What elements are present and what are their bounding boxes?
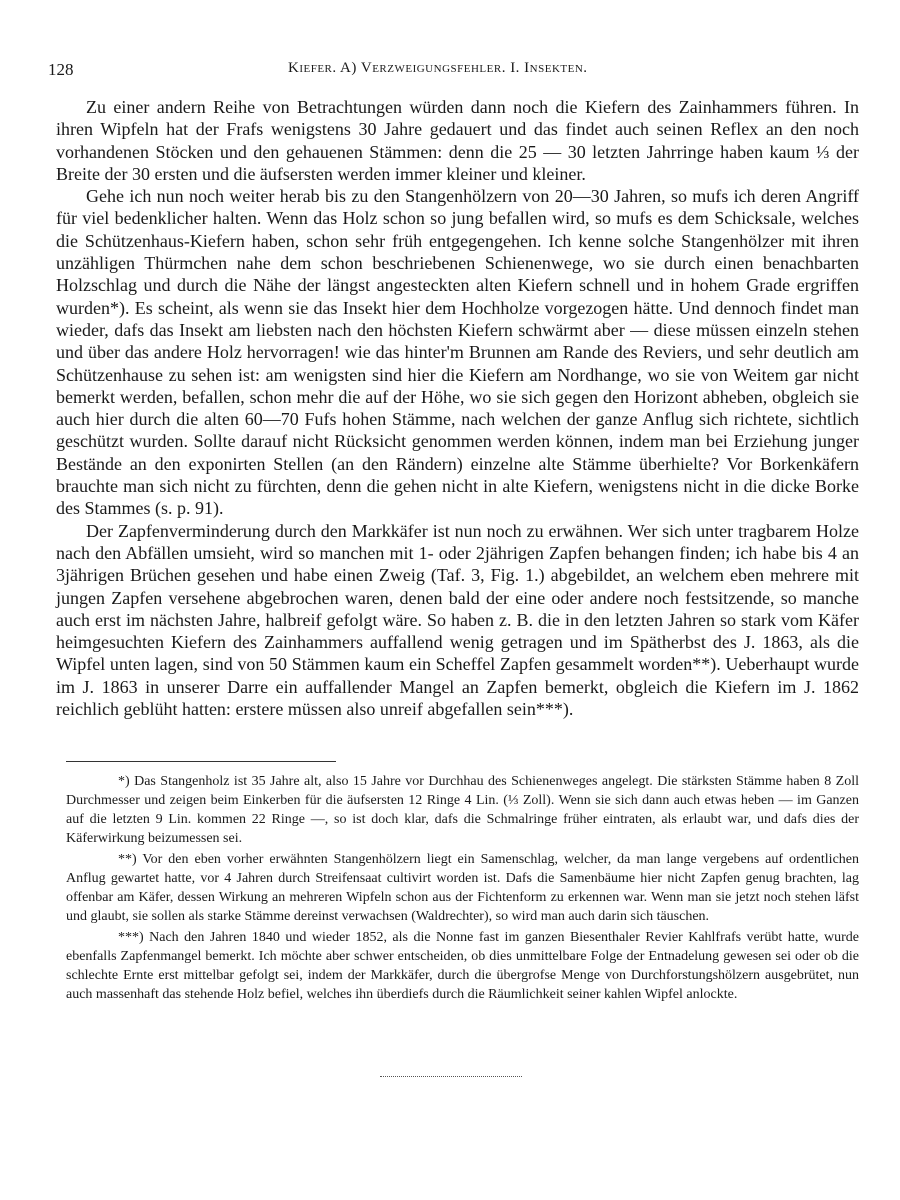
main-text: [56, 96, 859, 720]
footnote-1: *) Das Stangenholz ist 35 Jahre alt, also 15 Jahre vor Durchhau des Schienenweges angelegt. Die stärksten Stämme haben 8 Zoll Durchmesser und zeigen beim Einkerben für die äufsersten 12 Ringe 4 Lin. (⅓ Zoll). Wenn sie sich dann auch etwas heben — im Ganzen auf die letzten 9 Lin. kommen 22 Ringe —, so ist doch klar, dafs die Schmalringe früher eintraten, als erlaubt war, und dafs dies der Käferwirkung beizumessen sei.: [66, 774, 859, 846]
end-ornament-rule: [380, 1076, 522, 1077]
page-header: [48, 60, 858, 86]
footnotes: [66, 772, 859, 1006]
page-number: 128: [48, 60, 74, 79]
footnote-divider: [66, 761, 336, 762]
body-paragraph-2: Gehe ich nun noch weiter herab bis zu den Stangenhölzern von 20—30 Jahren, so mufs ich deren Angriff für viel bedenklicher halten. Wenn das Holz schon so jung befallen wird, so mufs es dem Schicksale, welches die Schützenhaus-Kiefern haben, schon sehr früh entgegengehen. Ich kenne solche Stangenhölzer mit ihren unzähligen Thürmchen nahe dem schon beschriebenen Schienenwege, wo sie durch einen benachbarten Holzschlag und durch die Nähe der längst angesteckten alten Kiefern schnell und in hohem Grade ergriffen wurden*). Es scheint, als wenn sie das Insekt hier dem Hochholze vorgezogen hätte. Und dennoch findet man wieder, dafs das Insekt am liebsten nach den höchsten Kiefern schwärmt aber — diese müssen einzeln stehen und über das andere Holz hervorragen! wie das hinter'm Brunnen am Rande des Reviers, und sehr deutlich am Schützenhause zu sehen ist: am wenigsten sind hier die Kiefern am Nordhange, wo sie von Weitem gar nicht bemerkt werden, befallen, schon mehr die auf der Höhe, wo sie sich gegen den Horizont abheben, obgleich sie auch hier durch die alten 60—70 Fufs hohen Stämme, nach welchen der ganze Anflug sich richtete, sichtlich geschützt wurden. Sollte darauf nicht Rücksicht genommen werden können, indem man bei Erziehung junger Bestände an den exponirten Stellen (an den Rändern) einzelne alte Stämme überhielte? Vor Borkenkäfern brauchte man sich nicht zu fürchten, denn die gehen nicht in alte Kiefern, wenigstens nicht in die dicke Borke des Stammes (s. p. 91).: [56, 186, 859, 519]
running-head: Kiefer. A) Verzweigungsfehler. I. Insekten.: [288, 60, 588, 76]
body-paragraph-3: Der Zapfenverminderung durch den Markkäfer ist nun noch zu erwähnen. Wer sich unter tragbarem Holze nach den Abfällen umsieht, wird so manchen mit 1- oder 2jährigen Zapfen behangen finden; ich habe bis 4 an 3jährigen Brüchen gesehen und habe einen Zweig (Taf. 3, Fig. 1.) abgebildet, an welchem eben mehrere mit jungen Zapfen versehene abgebrochen waren, denen bald der eine oder andere noch festsitzende, so manche auch erst im nächsten Jahre, halbreif gefolgt wäre. So haben z. B. die in den letzten Jahren so stark vom Käfer heimgesuchten Kiefern des Zainhammers auffallend wenig getragen und im Spätherbst des J. 1863, als die Wipfel unten lagen, sind von 50 Stämmen kaum ein Scheffel Zapfen gesammelt worden**). Ueberhaupt wurde im J. 1863 in unserer Darre ein auffallender Mangel an Zapfen bemerkt, obgleich die Kiefern im J. 1862 reichlich geblüht hatten: erstere müssen also unreif abgefallen sein***).: [56, 520, 859, 720]
footnote-2: **) Vor den eben vorher erwähnten Stangenhölzern liegt ein Samenschlag, welcher, da man lange vergebens auf ordentlichen Anflug gewartet hatte, vor 4 Jahren durch Streifensaat cultivirt worden ist. Dafs die Samenbäume hier nicht Zapfen genug brachten, lag offenbar am Käfer, dessen Wirkung an mehreren Wipfeln schon aus der Fichtenform zu erkennen war. Wenn man sie jetzt noch stehen läfst und glaubt, sie sollen als starke Stämme dereinst verwachsen (Waldrechter), so wird man auch darin sich täuschen.: [66, 852, 859, 924]
body-paragraph-1: Zu einer andern Reihe von Betrachtungen würden dann noch die Kiefern des Zainhammers führen. In ihren Wipfeln hat der Frafs wenigstens 30 Jahre gedauert und das findet auch seinen Reflex an den noch vorhandenen Stöcken und den gehauenen Stämmen: denn die 25 — 30 letzten Jahrringe haben kaum ⅓ der Breite der 30 ersten und die äufsersten werden immer kleiner und kleiner.: [56, 97, 859, 184]
footnote-3: ***) Nach den Jahren 1840 und wieder 1852, als die Nonne fast im ganzen Biesenthaler Revier Kahlfrafs verübt hatte, wurde ebenfalls Zapfenmangel bemerkt. Ich möchte aber schwer entscheiden, ob dies unmittelbare Folge der Entnadelung gewesen sei oder ob die schlechte Ernte erst mittelbar gefolgt sei, indem der Markkäfer, durch die übergrofse Menge von Durchforstungshölzern ausgebrütet, nun auch massenhaft das stehende Holz befiel, welches ihn überdiefs durch die Räumlichkeit seiner kahlen Wipfel anlockte.: [66, 930, 859, 1002]
